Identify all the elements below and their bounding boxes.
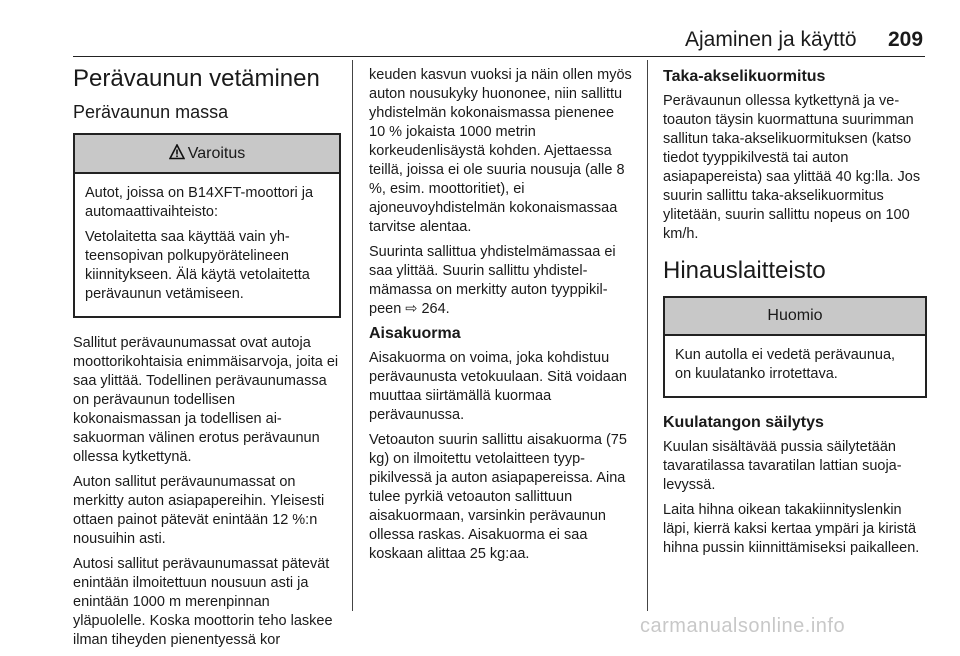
paragraph: Autosi sallitut perävaunumassat pätevät enintään ilmoitettuun nousuun asti ja enintään 1000 m merenpinnan yläpuolelle. Koska moottorin teho laskee ilman tiheyden pienentyessä kor [73,556,333,648]
column-divider [352,60,353,611]
paragraph: Laita hihna oikean takakiinnityslenkin läpi, kierrä kaksi kertaa ympäri ja kiristä hihna pussin kiinnittämiseksi paikalleen. [663,502,920,556]
page-header [0,0,960,58]
note-box-body [665,336,925,396]
subsection-heading-rear-axle-load: Taka-akselikuormitus [663,68,826,85]
section-heading-trailer-towing: Perävaunun vetäminen [73,65,320,92]
warning-box [73,133,341,318]
paragraph: Suurinta sallittua yhdistelmämassaa ei saa ylittää. Suurin sallittu yhdistelmämassa on merkitty auton tyyppikilpeen ⇨ 264. [369,244,616,317]
paragraph: Sallitut perävaunumassat ovat autoja moottorikohtaisia enimmäisarvoja, joita ei saa ylittää. Todellinen perävaunumassa on perävaunun todellisen kokonaismassan ja todellisen aisakuorman välinen erotus perävaunun ollessa kytkettynä. [73,335,339,465]
warning-box-title: Varoitus [187,145,246,162]
column-middle [369,60,633,570]
paragraph: Kuulan sisältävää pussia säilytetään tavaratilassa tavaratilan lattian suojalevyssä. [663,439,902,493]
paragraph: Auton sallitut perävaunumassat on merkitty auton asiapapereihin. Yleisesti ottaen painot pätevät enintään 12 %:n nousuihin asti. [73,474,325,547]
warning-icon [169,144,185,160]
paragraph: Aisakuorma on voima, joka kohdistuu perävaunusta vetokuulaan. Sitä voidaan muuttaa siirtämällä kuormaa perävaunussa. [369,350,627,423]
subsection-heading-trailer-mass: Perävaunun massa [73,102,229,122]
chapter-title: Ajaminen ja käyttö [685,28,857,51]
paragraph: keuden kasvun vuoksi ja näin ollen myös auton nousukyky huononee, niin sallittu yhdistelmän kokonaismassa pienenee 10 % jokaista 1000 metrin korkeudenlisäystä kohden. Ajettaessa teillä, joissa ei ole suuria nousuja (alle 8 %, esim. moottoritiet), ei ajoneuvoyhdistelmän kokonaismassaa tarvitse alentaa. [369,67,632,235]
header-divider [73,56,925,57]
watermark: carmanualsonline.info [640,615,846,637]
page-number: 209 [888,28,924,51]
note-box [663,296,927,398]
subsection-heading-tongue-load: Aisakuorma [369,325,461,342]
subsection-heading-towbar-storage: Kuulatangon säilytys [663,414,824,431]
note-box-header: Huomio [665,298,925,336]
column-right [663,60,927,564]
note-text: Kun autolla ei vedetä perävaunua, on kuulatanko irrotettava. [675,347,896,382]
column-left [73,60,341,656]
warning-text-1: Autot, joissa on B14XFT-moottori ja automaattivaihteisto: [85,185,314,220]
paragraph: Perävaunun ollessa kytkettynä ja vetoauton täysin kuormattuna suurimman sallitun taka-akselikuormituksen (katso tiedot tyyppikilvestä tai auton asiapapereista) saa ylittää 40 kg:lla. Jos suurin sallittu taka-akselikuormitus ylitetään, suurin sallittu nopeus on 100 km/h. [663,93,921,242]
paragraph: Vetoauton suurin sallittu aisakuorma (75 kg) on ilmoitettu vetolaitteen tyyppikilvessä ja auton asiapapereissa. Aina tulee pyrkiä vetoauton sallittuun aisakuormaan, varsinkin perävaunun ollessa raskas. Aisakuorma ei saa koskaan alittaa 25 kg:aa. [369,432,627,562]
warning-box-header [75,135,339,174]
warning-box-body [75,174,339,316]
warning-text-2: Vetolaitetta saa käyttää vain yhteensopivan polkupyörätelineen kiinnitykseen. Älä käytä vetolaitetta perävaunun vetämiseen. [85,229,310,302]
section-heading-towing-equipment: Hinauslaitteisto [663,257,826,284]
column-divider [647,60,648,611]
